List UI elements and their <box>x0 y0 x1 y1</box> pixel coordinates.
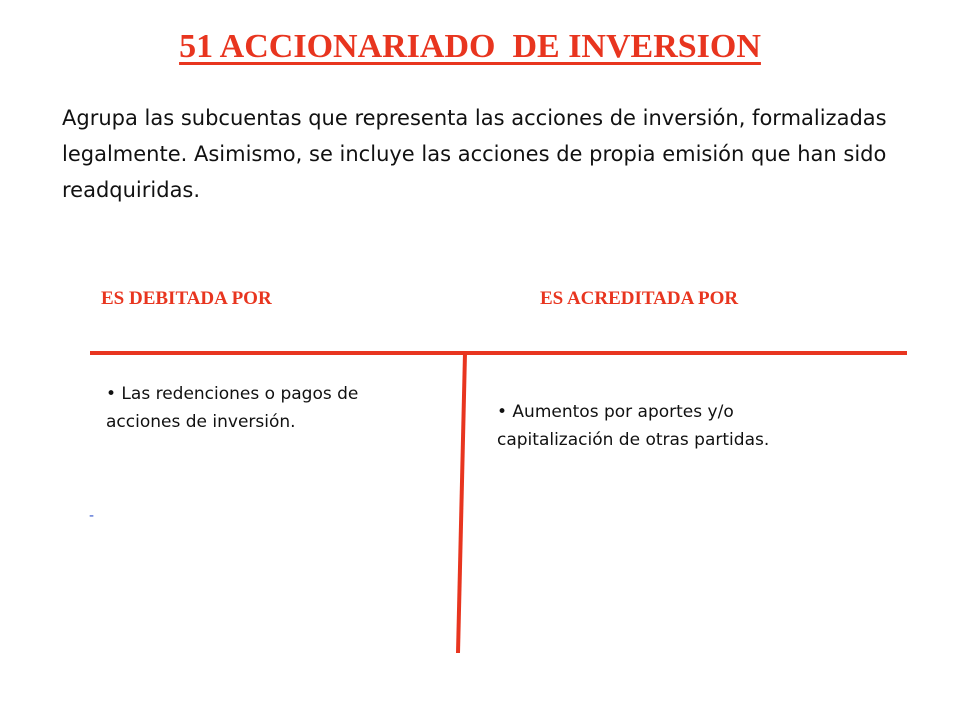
credit-heading: ES ACREDITADA POR <box>540 288 739 309</box>
debit-heading: ES DEBITADA POR <box>101 288 272 309</box>
slide-title: 51 ACCIONARIADO DE INVERSION <box>179 28 761 65</box>
credit-entry: • Aumentos por aportes y/o capitalización de otras partidas. <box>497 402 770 450</box>
t-account-vertical-line <box>458 353 465 653</box>
debit-entry: • Las redenciones o pagos de acciones de inversión. <box>106 384 359 432</box>
stray-dash-mark: - <box>89 508 95 524</box>
account-description: Agrupa las subcuentas que representa las acciones de inversión, formalizadas legalmente. Asimismo, se incluye las acciones de propia emisión que han sido readquiridas. <box>62 106 887 202</box>
